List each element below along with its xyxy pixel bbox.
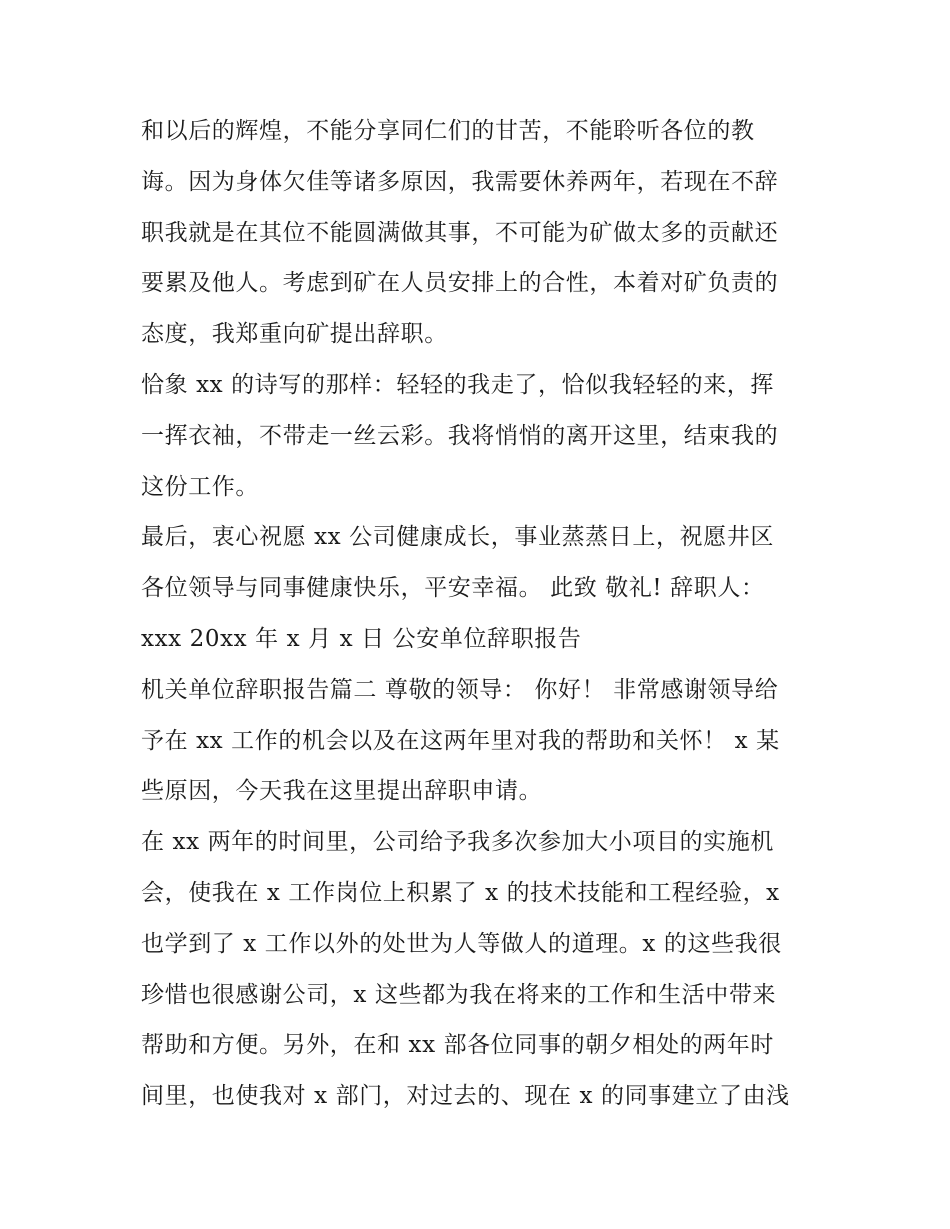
text-line: 诲。因为身体欠佳等诸多原因，我需要休养两年，若现在不辞 <box>141 168 779 195</box>
text-line: 些原因，今天我在这里提出辞职申请。 <box>141 778 543 805</box>
text-line: 一挥衣袖，不带走一丝云彩。我将悄悄的离开这里，结束我的 <box>141 422 779 449</box>
text-line: 间里，也使我对 x 部门，对过去的、现在 x 的同事建立了由浅 <box>141 1083 790 1110</box>
text-line: 帮助和方便。另外，在和 xx 部各位同事的朝夕相处的两年时 <box>141 1032 774 1059</box>
text-line: xxx 20xx 年 x 月 x 日 公安单位辞职报告 <box>141 625 582 652</box>
text-line: 予在 xx 工作的机会以及在这两年里对我的帮助和关怀！ x 某 <box>141 727 780 754</box>
text-line: 会，使我在 x 工作岗位上积累了 x 的技术技能和工程经验，x <box>141 879 780 906</box>
text-line: 要累及他人。考虑到矿在人员安排上的合性，本着对矿负责的 <box>141 270 779 297</box>
body-text <box>141 106 821 1122</box>
text-line: 也学到了 x 工作以外的处世为人等做人的道理。x 的这些我很 <box>141 930 782 957</box>
text-line: 机关单位辞职报告篇二 尊敬的领导： 你好！ 非常感谢领导给 <box>141 676 779 703</box>
text-line: 最后，衷心祝愿 xx 公司健康成长，事业蒸蒸日上，祝愿井区 <box>141 524 774 551</box>
text-line: 职我就是在其位不能圆满做其事，不可能为矿做太多的贡献还 <box>141 219 779 246</box>
text-line: 和以后的辉煌，不能分享同仁们的甘苦，不能聆听各位的教 <box>141 118 755 144</box>
text-line: 各位领导与同事健康快乐，平安幸福。 此致 敬礼! 辞职人： <box>141 575 765 602</box>
text-line: 珍惜也很感谢公司，x 这些都为我在将来的工作和生活中带来 <box>141 981 777 1008</box>
text-line: 这份工作。 <box>141 473 259 500</box>
text-line: 恰象 xx 的诗写的那样：轻轻的我走了，恰似我轻轻的来，挥 <box>141 371 774 398</box>
text-line: 态度，我郑重向矿提出辞职。 <box>141 321 448 348</box>
text-line: 在 xx 两年的时间里，公司给予我多次参加大小项目的实施机 <box>141 829 774 856</box>
